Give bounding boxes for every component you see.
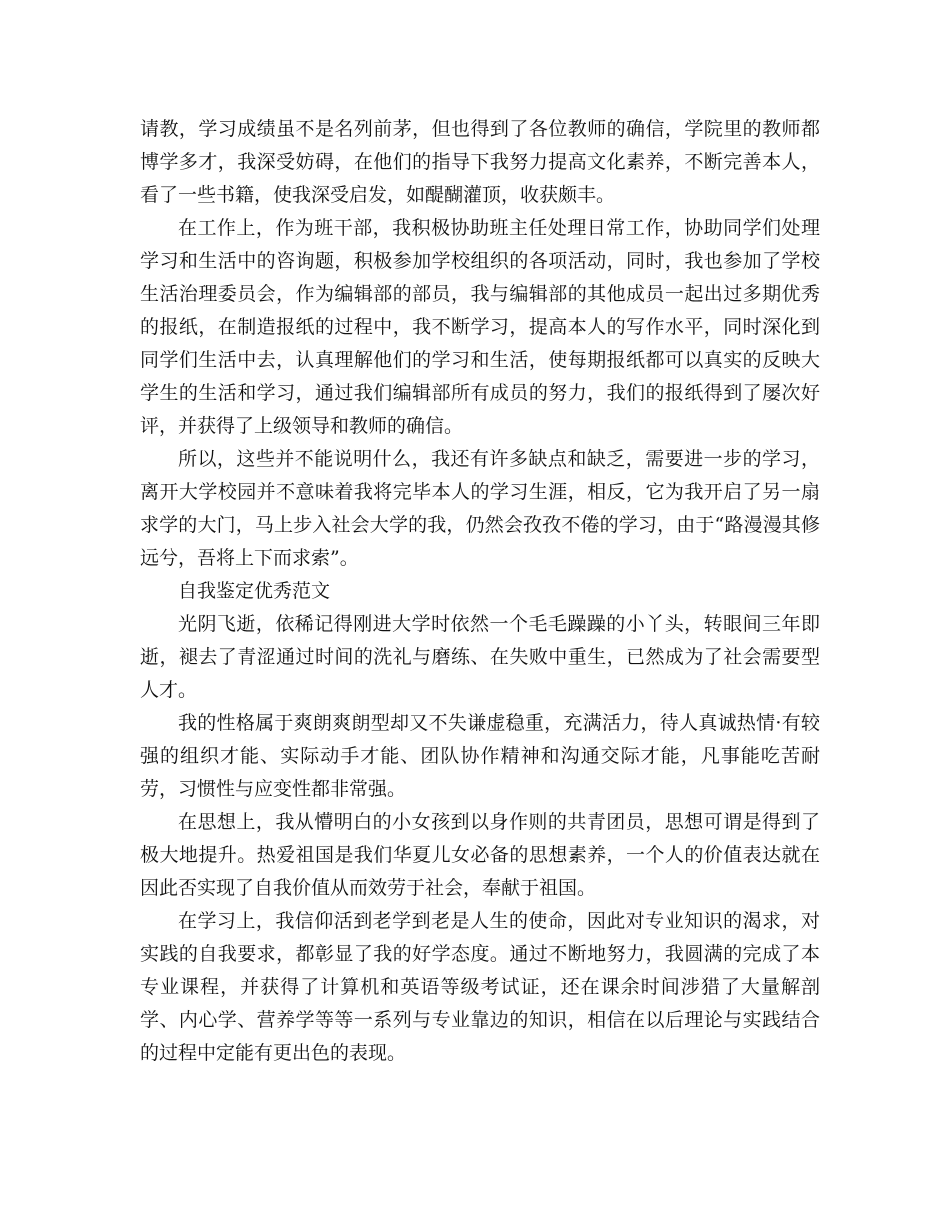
section-title: 自我鉴定优秀范文 [178,580,331,602]
paragraph-thought: 在思想上，我从懵明白的小女孩到以身作则的共青团员，思想可谓是得到了极大地提升。热爱祖国是我们华夏儿女必备的思想素养，一个人的价值表达就在因此否实现了自我价值从而效劳于社会，奉献于祖国。 [140,811,820,899]
paragraph-personality: 我的性格属于爽朗爽朗型却又不失谦虚稳重，充满活力，待人真诚热情·有较强的组织才能、实际动手才能、团队协作精神和沟通交际才能，凡事能吃苦耐劳，习惯性与应变性都非常强。 [140,712,820,800]
paragraph-conclusion: 所以，这些并不能说明什么，我还有许多缺点和缺乏，需要进一步的学习，离开大学校园并不意味着我将完毕本人的学习生涯，相反，它为我开启了另一扇求学的大门，马上步入社会大学的我，仍然会孜孜不倦的学习，由于“路漫漫其修远兮，吾将上下而求索”。 [140,448,820,569]
paragraph-intro: 光阴飞逝，依稀记得刚进大学时依然一个毛毛躁躁的小丫头，转眼间三年即逝，褪去了青涩通过时间的洗礼与磨练、在失败中重生，已然成为了社会需要型人才。 [140,613,820,701]
paragraph-study: 在学习上，我信仰活到老学到老是人生的使命，因此对专业知识的渴求，对实践的自我要求，都彰显了我的好学态度。通过不断地努力，我圆满的完成了本专业课程，并获得了计算机和英语等级考试证，还在课余时间涉猎了大量解剖学、内心学、营养学等等一系列与专业靠边的知识，相信在以后理论与实践结合的过程中定能有更出色的表现。 [140,910,820,1064]
document-body [140,113,820,1070]
paragraph-work: 在工作上，作为班干部，我积极协助班主任处理日常工作，协助同学们处理学习和生活中的咨询题，积极参加学校组织的各项活动，同时，我也参加了学校生活治理委员会，作为编辑部的部员，我与编辑部的其他成员一起出过多期优秀的报纸，在制造报纸的过程中，我不断学习，提高本人的写作水平，同时深化到同学们生活中去，认真理解他们的学习和生活，使每期报纸都可以真实的反映大学生的生活和学习，通过我们编辑部所有成员的努力，我们的报纸得到了屡次好评，并获得了上级领导和教师的确信。 [140,217,820,437]
paragraph-continuation: 请教，学习成绩虽不是名列前茅，但也得到了各位教师的确信，学院里的教师都博学多才，我深受妨碍，在他们的指导下我努力提高文化素养，不断完善本人，看了一些书籍，使我深受启发，如醍醐灌顶，收获颇丰。 [140,118,820,206]
